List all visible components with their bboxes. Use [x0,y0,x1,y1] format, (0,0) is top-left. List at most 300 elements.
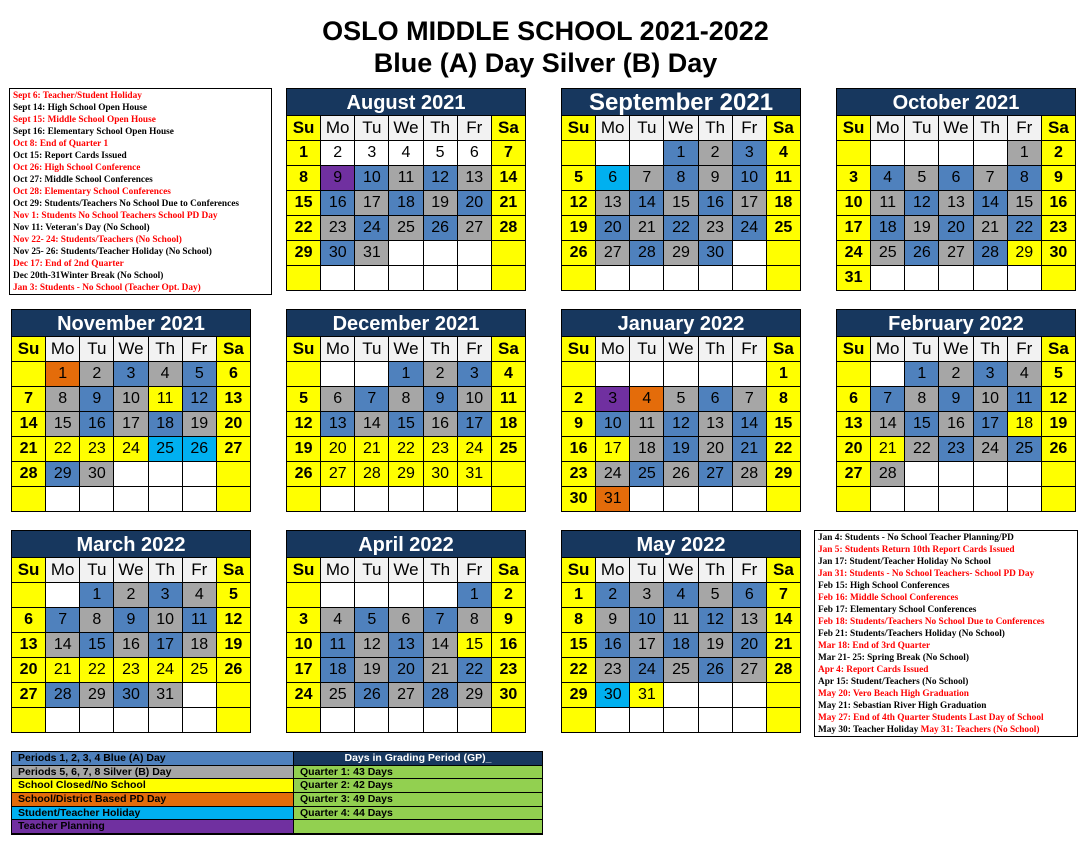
day-cell: 24 [114,437,148,462]
day-cell: 5 [287,387,321,412]
day-cell: 2 [562,387,596,412]
weekday-header: Mo [871,337,905,362]
day-cell: 12 [183,387,217,412]
day-cell: 10 [114,387,148,412]
day-cell: 7 [46,608,80,633]
day-cell [355,487,389,512]
note-line [818,544,1074,556]
weekday-header: Tu [80,337,114,362]
weekday-header: Mo [596,558,630,583]
day-cell [562,266,596,291]
note-segment: Apr 15: Student/Teachers (No School) [818,677,969,687]
day-cell: 13 [217,387,251,412]
day-cell: 30 [114,683,148,708]
month-grid [11,558,251,733]
day-cell [321,266,355,291]
day-cell [699,266,733,291]
day-cell [46,708,80,733]
day-cell: 28 [46,683,80,708]
grading-period-cell: Quarter 2: 42 Days [294,779,542,793]
day-cell: 26 [424,216,458,241]
day-cell [699,683,733,708]
day-cell: 11 [1008,387,1042,412]
day-cell: 12 [217,608,251,633]
day-cell: 9 [321,166,355,191]
note-line: Jan 3: Students - No School (Teacher Opt. Day) [13,283,201,293]
note-line: Sept 6: Teacher/Student Holiday [13,91,142,101]
note-segment: Feb 21: Students/Teachers Holiday (No School) [818,629,1005,639]
page-subtitle: Blue (A) Day Silver (B) Day [373,48,718,78]
day-cell: 28 [492,216,526,241]
day-cell: 2 [492,583,526,608]
day-cell: 24 [287,683,321,708]
day-cell: 3 [837,166,871,191]
day-cell: 10 [974,387,1008,412]
day-cell: 31 [630,683,664,708]
weekday-header: Sa [1042,116,1076,141]
calendar-1 [561,88,801,291]
day-cell: 11 [389,166,423,191]
day-cell [458,708,492,733]
day-cell: 2 [424,362,458,387]
day-cell: 13 [596,191,630,216]
day-cell: 9 [1042,166,1076,191]
day-cell: 11 [664,608,698,633]
month-title: December 2021 [286,309,526,337]
day-cell: 4 [871,166,905,191]
calendar-5 [561,309,801,512]
weekday-header: Tu [905,337,939,362]
weekday-header: Fr [458,558,492,583]
day-cell [217,462,251,487]
note-segment: Jan 17: Student/Teacher Holiday No School [818,557,991,567]
day-cell [492,487,526,512]
day-cell: 24 [733,216,767,241]
day-cell [114,708,148,733]
day-cell: 8 [389,387,423,412]
day-cell: 3 [287,608,321,633]
day-cell [287,266,321,291]
day-cell [183,683,217,708]
day-cell: 15 [287,191,321,216]
weekday-header: Fr [183,558,217,583]
weekday-header: Su [12,558,46,583]
day-cell: 14 [974,191,1008,216]
day-cell: 15 [767,412,801,437]
day-cell [699,708,733,733]
calendar-6 [836,309,1076,512]
weekday-header: Su [287,337,321,362]
day-cell: 19 [562,216,596,241]
day-cell: 20 [389,658,423,683]
note-segment: Jan 4: Students - No School Teacher Planning/PD [818,533,1014,543]
day-cell [183,462,217,487]
day-cell: 15 [46,412,80,437]
weekday-header: We [389,337,423,362]
note-segment: May 27: End of 4th Quarter Students Last Day of School [818,713,1044,723]
day-cell: 5 [183,362,217,387]
day-cell: 26 [905,241,939,266]
day-cell: 17 [733,191,767,216]
day-cell: 10 [630,608,664,633]
day-cell [837,487,871,512]
day-cell [630,141,664,166]
note-line: Sept 15: Middle School Open House [13,115,156,125]
legend-label: Teacher Planning [12,820,294,834]
month-grid [286,116,526,291]
day-cell [321,583,355,608]
day-cell: 8 [80,608,114,633]
day-cell: 16 [596,633,630,658]
day-cell: 24 [974,437,1008,462]
day-cell: 16 [424,412,458,437]
weekday-header: Sa [767,337,801,362]
day-cell: 2 [321,141,355,166]
day-cell: 14 [355,412,389,437]
day-cell: 22 [458,658,492,683]
note-line [818,724,1074,736]
weekday-header: Mo [46,337,80,362]
day-cell: 8 [1008,166,1042,191]
day-cell: 21 [424,658,458,683]
day-cell: 28 [733,462,767,487]
day-cell [905,266,939,291]
day-cell [492,708,526,733]
day-cell: 7 [12,387,46,412]
day-cell: 17 [837,216,871,241]
day-cell: 12 [699,608,733,633]
day-cell [80,487,114,512]
day-cell [217,487,251,512]
weekday-header: Mo [596,116,630,141]
day-cell: 4 [664,583,698,608]
note-line [818,628,1074,640]
day-cell: 24 [596,462,630,487]
day-cell: 26 [183,437,217,462]
weekday-header: Tu [355,337,389,362]
day-cell: 26 [664,462,698,487]
day-cell: 25 [664,658,698,683]
weekday-header: Tu [355,558,389,583]
day-cell: 22 [1008,216,1042,241]
day-cell [630,362,664,387]
day-cell: 18 [767,191,801,216]
day-cell [287,362,321,387]
day-cell [355,362,389,387]
day-cell [149,487,183,512]
note-segment: May 30: Teacher Holiday [818,725,921,735]
day-cell: 11 [871,191,905,216]
day-cell [699,362,733,387]
weekday-header: Th [699,116,733,141]
day-cell: 18 [492,412,526,437]
day-cell [12,487,46,512]
weekday-header: Fr [1008,116,1042,141]
weekday-header: Th [424,116,458,141]
day-cell: 14 [46,633,80,658]
day-cell: 16 [562,437,596,462]
day-cell: 7 [355,387,389,412]
day-cell [389,487,423,512]
day-cell: 3 [733,141,767,166]
day-cell [287,583,321,608]
day-cell: 26 [699,658,733,683]
month-title: January 2022 [561,309,801,337]
day-cell: 30 [80,462,114,487]
day-cell: 12 [1042,387,1076,412]
day-cell: 4 [389,141,423,166]
weekday-header: Th [149,337,183,362]
note-line: Sept 14: High School Open House [13,103,148,113]
day-cell: 17 [355,191,389,216]
day-cell: 8 [458,608,492,633]
weekday-header: Sa [767,116,801,141]
day-cell: 25 [767,216,801,241]
note-line: Oct 15: Report Cards Issued [13,151,127,161]
day-cell: 14 [12,412,46,437]
day-cell: 16 [699,191,733,216]
note-line: Nov 1: Students No School Teachers School PD Day [13,211,218,221]
weekday-header: Su [287,558,321,583]
note-line [818,676,1074,688]
day-cell: 25 [1008,437,1042,462]
day-cell: 9 [424,387,458,412]
calendar-2 [836,88,1076,291]
day-cell: 12 [664,412,698,437]
day-cell: 19 [287,437,321,462]
legend-row [12,793,542,807]
day-cell [458,487,492,512]
note-line: Dec 17: End of 2nd Quarter [13,259,124,269]
day-cell: 23 [492,658,526,683]
day-cell: 14 [733,412,767,437]
day-cell: 13 [699,412,733,437]
legend-row [12,752,542,766]
day-cell: 7 [733,387,767,412]
day-cell: 7 [630,166,664,191]
day-cell [389,266,423,291]
weekday-header: Sa [492,116,526,141]
day-cell: 26 [1042,437,1076,462]
day-cell [733,266,767,291]
grading-period-cell [294,820,542,834]
weekday-header: Sa [1042,337,1076,362]
weekday-header: Th [424,558,458,583]
day-cell: 27 [389,683,423,708]
day-cell: 1 [46,362,80,387]
day-cell: 14 [767,608,801,633]
day-cell [492,266,526,291]
day-cell: 17 [287,658,321,683]
day-cell: 30 [492,683,526,708]
day-cell [1042,487,1076,512]
day-cell: 1 [562,583,596,608]
day-cell: 10 [596,412,630,437]
day-cell: 7 [492,141,526,166]
day-cell [183,708,217,733]
day-cell [217,708,251,733]
day-cell [664,708,698,733]
day-cell: 17 [114,412,148,437]
note-line [818,568,1074,580]
day-cell: 8 [562,608,596,633]
day-cell [12,708,46,733]
day-cell: 3 [114,362,148,387]
weekday-header: Sa [217,337,251,362]
day-cell [114,487,148,512]
weekday-header: Sa [217,558,251,583]
note-segment: Feb 16: Middle School Conferences [818,593,959,603]
day-cell [1042,462,1076,487]
weekday-header: Fr [733,337,767,362]
day-cell: 9 [596,608,630,633]
day-cell: 8 [905,387,939,412]
day-cell [321,708,355,733]
weekday-header: We [939,337,973,362]
note-line: Oct 26: High School Conference [13,163,141,173]
day-cell [837,362,871,387]
day-cell: 21 [974,216,1008,241]
day-cell [80,708,114,733]
day-cell: 4 [492,362,526,387]
weekday-header: Th [424,337,458,362]
weekday-header: Mo [871,116,905,141]
day-cell [492,462,526,487]
day-cell: 16 [492,633,526,658]
day-cell: 23 [699,216,733,241]
day-cell: 25 [183,658,217,683]
day-cell: 7 [974,166,1008,191]
day-cell [217,683,251,708]
day-cell: 29 [664,241,698,266]
day-cell: 12 [424,166,458,191]
day-cell: 20 [733,633,767,658]
day-cell [733,362,767,387]
calendar-8 [286,530,526,733]
note-line [818,532,1074,544]
day-cell [287,708,321,733]
note-segment: May 20: Vero Beach High Graduation [818,689,969,699]
day-cell [664,362,698,387]
weekday-header: Su [12,337,46,362]
day-cell: 28 [355,462,389,487]
day-cell: 12 [287,412,321,437]
day-cell: 22 [905,437,939,462]
day-cell: 21 [630,216,664,241]
day-cell [389,708,423,733]
day-cell: 24 [458,437,492,462]
day-cell: 13 [939,191,973,216]
day-cell: 1 [664,141,698,166]
day-cell: 28 [767,658,801,683]
month-title: September 2021 [561,88,801,116]
legend-row [12,820,542,834]
day-cell: 11 [149,387,183,412]
weekday-header: Tu [630,337,664,362]
day-cell: 21 [12,437,46,462]
month-title: August 2021 [286,88,526,116]
note-segment: Feb 15: High School Conferences [818,581,950,591]
day-cell: 19 [183,412,217,437]
day-cell: 26 [562,241,596,266]
day-cell: 13 [12,633,46,658]
note-line [818,556,1074,568]
weekday-header: Mo [321,337,355,362]
day-cell: 20 [458,191,492,216]
day-cell [905,487,939,512]
weekday-header: Sa [492,337,526,362]
day-cell: 7 [424,608,458,633]
month-title: April 2022 [286,530,526,558]
weekday-header: Th [974,116,1008,141]
note-line: Oct 29: Students/Teachers No School Due to Conferences [13,199,239,209]
month-grid [11,337,251,512]
day-cell: 8 [287,166,321,191]
note-line [818,700,1074,712]
day-cell [596,362,630,387]
day-cell [905,141,939,166]
day-cell: 1 [1008,141,1042,166]
day-cell: 20 [596,216,630,241]
day-cell: 8 [46,387,80,412]
day-cell [46,487,80,512]
weekday-header: Su [562,337,596,362]
day-cell: 20 [217,412,251,437]
note-line: Oct 27: Middle School Conferences [13,175,153,185]
weekday-header: Tu [905,116,939,141]
day-cell: 10 [355,166,389,191]
day-cell: 17 [149,633,183,658]
day-cell: 4 [183,583,217,608]
month-grid [286,337,526,512]
day-cell: 4 [321,608,355,633]
month-grid [561,116,801,291]
day-cell: 20 [837,437,871,462]
day-cell: 24 [630,658,664,683]
note-line [818,604,1074,616]
day-cell: 19 [1042,412,1076,437]
day-cell [492,241,526,266]
day-cell: 9 [492,608,526,633]
day-cell [630,266,664,291]
calendar-4 [286,309,526,512]
grading-period-cell: Quarter 3: 49 Days [294,793,542,807]
day-cell: 23 [939,437,973,462]
day-cell [114,462,148,487]
day-cell: 19 [664,437,698,462]
day-cell: 25 [871,241,905,266]
day-cell: 29 [80,683,114,708]
day-cell [389,241,423,266]
day-cell [355,708,389,733]
day-cell: 6 [596,166,630,191]
day-cell: 11 [630,412,664,437]
day-cell: 29 [562,683,596,708]
day-cell: 10 [149,608,183,633]
day-cell: 27 [699,462,733,487]
day-cell: 20 [321,437,355,462]
day-cell: 22 [664,216,698,241]
day-cell: 22 [562,658,596,683]
day-cell: 4 [1008,362,1042,387]
day-cell: 23 [321,216,355,241]
day-cell: 22 [767,437,801,462]
day-cell: 30 [562,487,596,512]
day-cell: 31 [458,462,492,487]
weekday-header: We [664,337,698,362]
month-title: October 2021 [836,88,1076,116]
day-cell: 2 [939,362,973,387]
